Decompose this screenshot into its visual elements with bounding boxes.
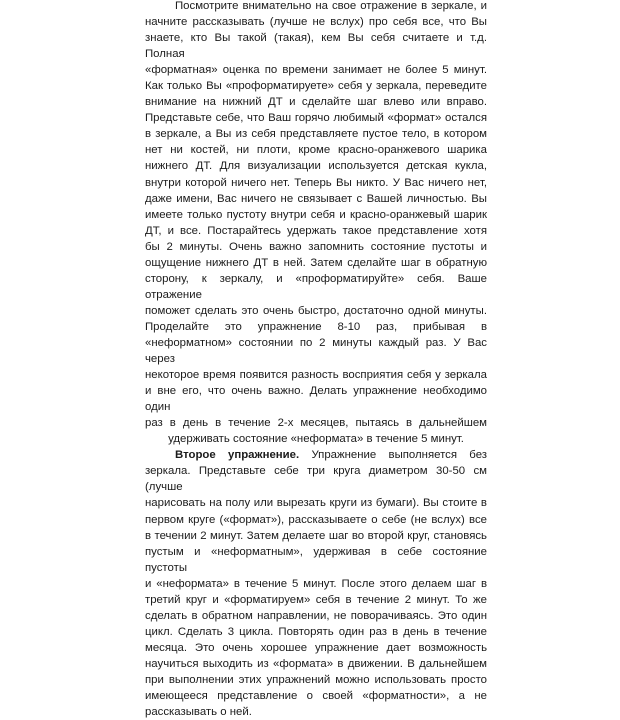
text-line: бы 2 минуты. Очень важно запомнить состояние пустоты и bbox=[145, 240, 487, 253]
text-line: знаете, кто Вы такой (такая), кем Вы себя считаете и т.д. Полная bbox=[145, 32, 487, 61]
text-line: Представьте себе, что Ваш горячо любимый «формат» остался bbox=[145, 112, 487, 125]
text-line: Как только Вы «проформатируете» себя у зеркала, переведите bbox=[145, 80, 487, 93]
text-line bbox=[145, 447, 487, 463]
text-line: сделать в обратном направлении, не поворачиваясь. Это один bbox=[145, 609, 487, 622]
text-line: «форматная» оценка по времени занимает не более 5 минут. bbox=[145, 64, 487, 77]
text-line: Посмотрите внимательно на свое отражение в зеркале, и bbox=[175, 0, 487, 12]
text-line: внутри которой ничего нет. Теперь Вы никто. У Вас ничего нет, bbox=[145, 176, 487, 189]
text-line: поможет сделать это очень быстро, достаточно одной минуты. bbox=[145, 304, 487, 317]
text-line: имеете только пустоту внутри себя и красно-оранжевый шарик bbox=[145, 208, 487, 221]
text-line: рассказывать о ней. bbox=[145, 706, 252, 719]
text-line: научиться выходить из «формата» в движении. В дальнейшем bbox=[145, 657, 487, 670]
text-fragment: Упражнение выполняется без bbox=[299, 449, 487, 462]
text-line: в зеркале, а Вы из себя представляете пустое тело, в котором bbox=[145, 128, 487, 141]
document-page bbox=[145, 0, 487, 720]
text-line: цикл. Сделать 3 цикла. Повторять один раз в день в течение bbox=[145, 625, 487, 638]
text-line: имеющееся представление о своей «форматности», а не bbox=[145, 690, 487, 703]
text-line: сторону, к зеркалу, и «проформатируйте» себя. Ваше отражение bbox=[145, 272, 487, 301]
text-line: удерживать состояние «неформата» в течение 5 минут. bbox=[168, 433, 464, 446]
text-line: зеркала. Представьте себе три круга диаметром 30-50 см (лучше bbox=[145, 465, 487, 494]
text-line: начните рассказывать (лучше не вслух) про себя все, что Вы bbox=[145, 16, 487, 29]
text-line: первом круге («формат»), рассказываете о себе (не вслух) все bbox=[145, 513, 487, 526]
text-line: раз в день в течение 2-х месяцев, пытаясь в дальнейшем bbox=[145, 417, 487, 430]
text-line: Проделайте это упражнение 8-10 раз, прибывая в bbox=[145, 320, 487, 333]
text-line: и «неформата» в течение 5 минут. После этого делаем шаг в bbox=[145, 577, 487, 590]
text-line: при выполнении этих упражнений можно использовать просто bbox=[145, 673, 487, 686]
text-line: ощущение нижнего ДТ в ней. Затем сделайте шаг в обратную bbox=[145, 256, 487, 269]
text-line: в течении 2 минут. Затем делаете шаг во второй круг, становясь bbox=[145, 529, 487, 542]
paragraph-1 bbox=[145, 0, 487, 447]
text-line: пустым и «неформатным», удерживая в себе состояние пустоты bbox=[145, 545, 487, 574]
text-line: нарисовать на полу или вырезать круги из бумаги). Вы стоите в bbox=[145, 497, 487, 510]
text-line: нет ни костей, ни плоти, кроме красно-оранжевого шарика bbox=[145, 144, 487, 157]
text-line: и вне его, что очень важно. Делать упражнение необходимо один bbox=[145, 385, 487, 414]
exercise-title: Второе упражнение. bbox=[175, 449, 300, 462]
text-line: внимание на нижний ДТ и сделайте шаг влево или вправо. bbox=[145, 96, 487, 109]
text-line: третий круг и «форматируем» себя в течение 2 минут. То же bbox=[145, 593, 487, 606]
text-line: «неформатном» состоянии по 2 минуты каждый раз. У Вас через bbox=[145, 336, 487, 366]
paragraph-2 bbox=[145, 447, 487, 720]
text-line: месяца. Это очень хорошее упражнение дает возможность bbox=[145, 641, 487, 654]
text-line: некоторое время появится разность восприятия себя у зеркала bbox=[145, 369, 487, 382]
text-line: даже имени, Вас ничего не связывает с Вашей личностью. Вы bbox=[145, 192, 487, 205]
text-line: ДТ, и все. Постарайтесь удержать такое представление хотя bbox=[145, 224, 487, 237]
text-line: нижнего ДТ. Для визуализации используется детская кукла, bbox=[145, 160, 487, 173]
